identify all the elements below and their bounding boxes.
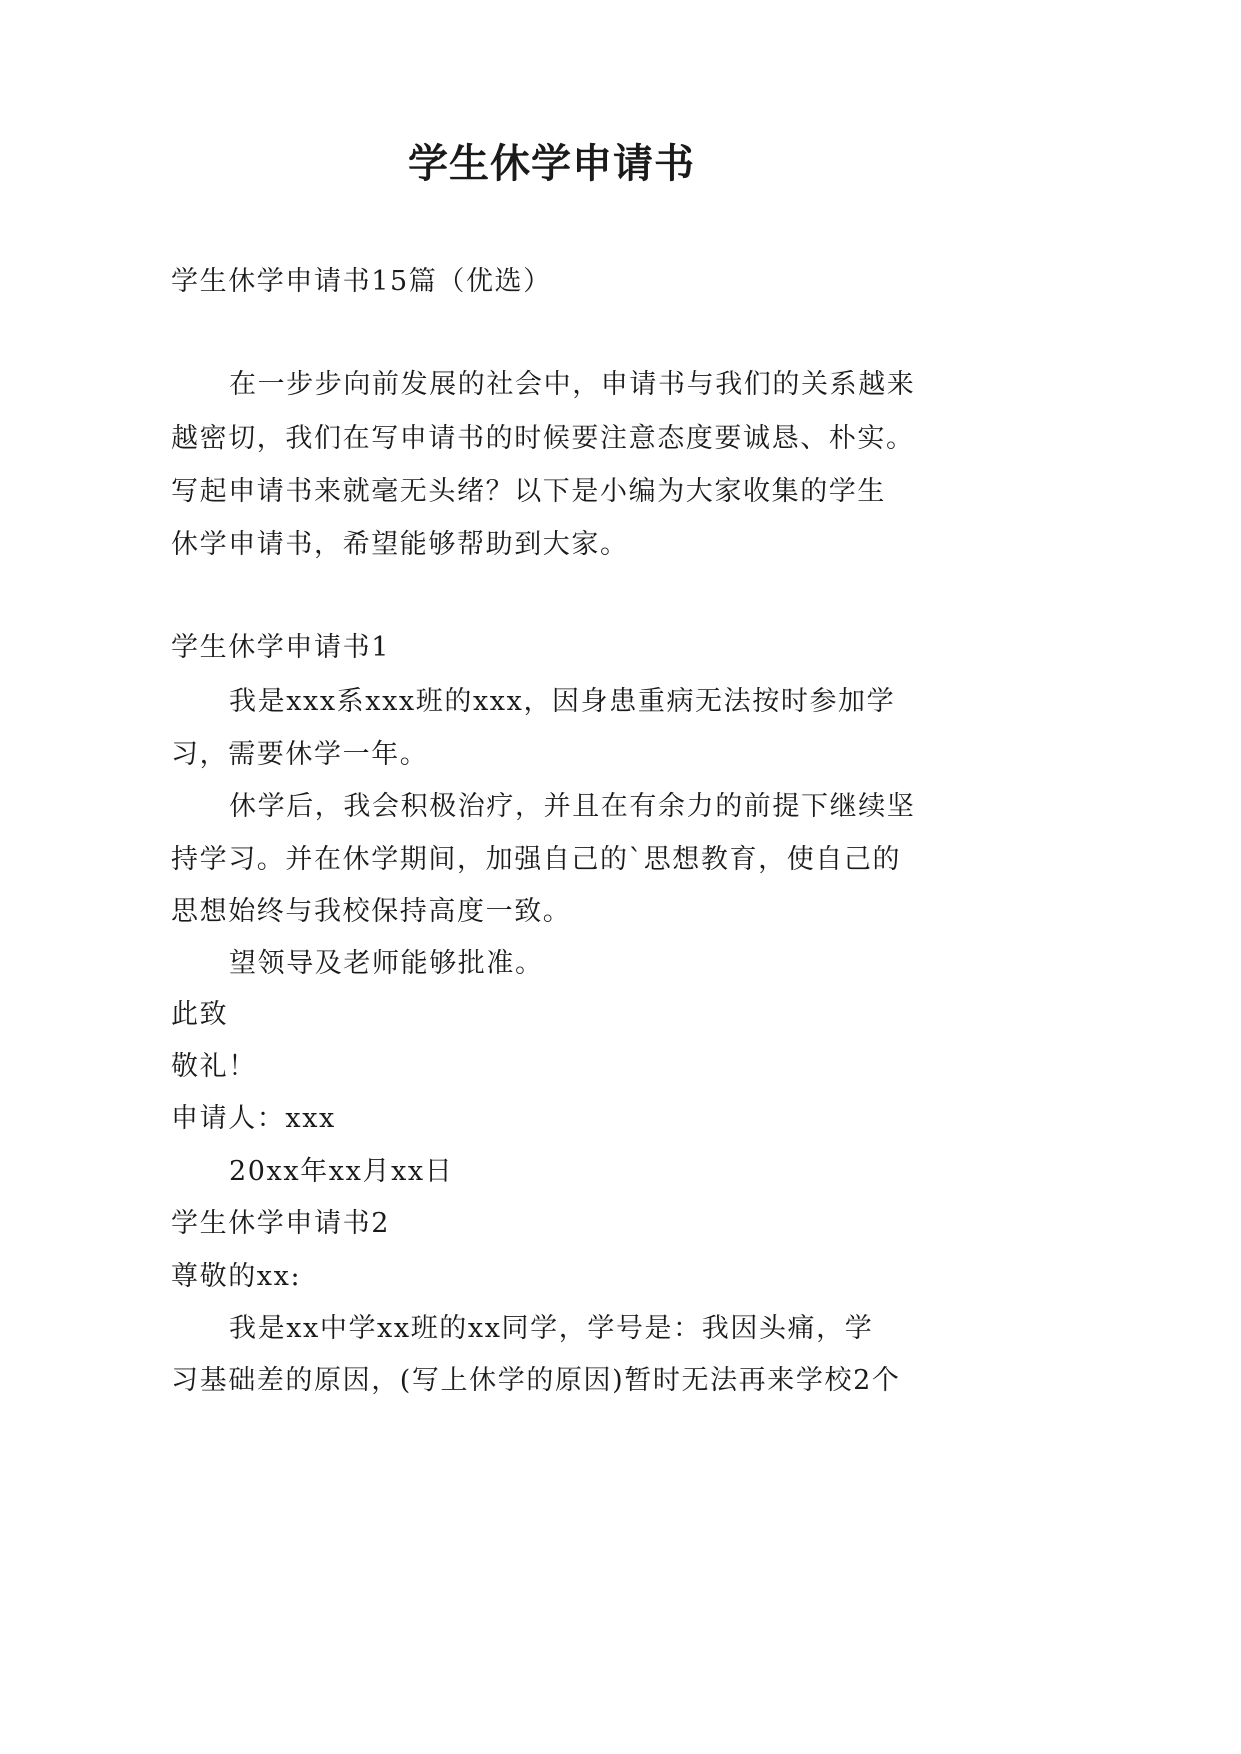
body-line: 我是xx中学xx班的xx同学，学号是：我因头痛，学 bbox=[229, 1313, 874, 1344]
intro-paragraph-line: 在一步步向前发展的社会中，申请书与我们的关系越来 bbox=[229, 369, 916, 400]
section-heading: 学生休学申请书1 bbox=[171, 632, 390, 663]
body-line: 休学后，我会积极治疗，并且在有余力的前提下继续坚 bbox=[229, 791, 916, 822]
intro-paragraph-line: 写起申请书来就毫无头绪？以下是小编为大家收集的学生 bbox=[171, 476, 886, 507]
body-line: 习基础差的原因，(写上休学的原因)暂时无法再来学校2个 bbox=[171, 1365, 901, 1396]
closing-line: 敬礼！ bbox=[171, 1051, 257, 1082]
intro-paragraph-line: 越密切，我们在写申请书的时候要注意态度要诚恳、朴实。 bbox=[171, 423, 915, 454]
body-line: 望领导及老师能够批准。 bbox=[229, 948, 544, 979]
body-line: 思想始终与我校保持高度一致。 bbox=[171, 896, 572, 927]
document-subtitle: 学生休学申请书15篇（优选） bbox=[171, 266, 552, 297]
body-line: 习，需要休学一年。 bbox=[171, 739, 429, 770]
body-line: 我是xxx系xxx班的xxx，因身患重病无法按时参加学 bbox=[229, 686, 896, 717]
salutation-line: 尊敬的xx: bbox=[171, 1261, 302, 1292]
closing-line: 此致 bbox=[171, 999, 229, 1030]
body-line: 持学习。并在休学期间，加强自己的`思想教育，使自己的 bbox=[171, 844, 902, 875]
section-heading: 学生休学申请书2 bbox=[171, 1208, 390, 1239]
date-line: 20xx年xx月xx日 bbox=[229, 1156, 454, 1187]
document-title: 学生休学申请书 bbox=[408, 141, 695, 187]
applicant-line: 申请人：xxx bbox=[171, 1103, 336, 1134]
intro-paragraph-line: 休学申请书，希望能够帮助到大家。 bbox=[171, 529, 629, 560]
